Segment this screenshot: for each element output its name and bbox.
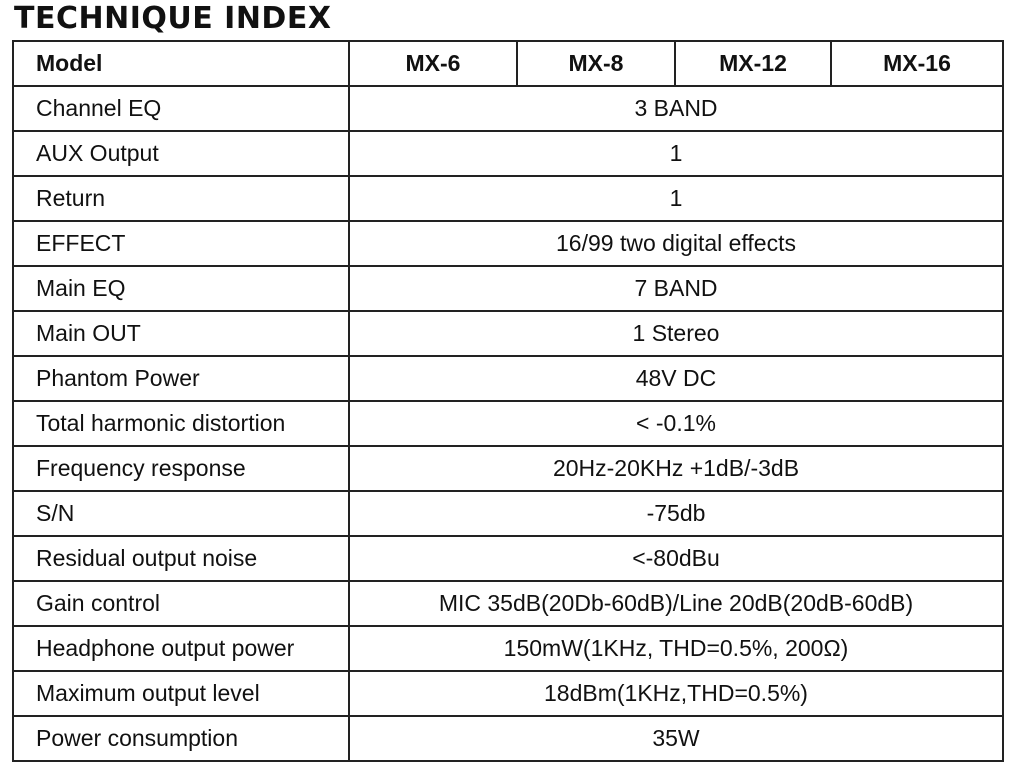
parameter-name: EFFECT (13, 221, 349, 266)
parameter-name: S/N (13, 491, 349, 536)
table-row (13, 311, 1003, 356)
table-row (13, 221, 1003, 266)
parameter-value: 1 (349, 176, 1003, 221)
table-row (13, 716, 1003, 761)
table-row (13, 536, 1003, 581)
table-row (13, 176, 1003, 221)
table-row (13, 401, 1003, 446)
header-row (13, 41, 1003, 86)
parameter-value: 18dBm(1KHz,THD=0.5%) (349, 671, 1003, 716)
model-column-header: MX-16 (831, 41, 1003, 86)
parameter-name: Maximum output level (13, 671, 349, 716)
parameter-name: Residual output noise (13, 536, 349, 581)
parameter-value: -75db (349, 491, 1003, 536)
parameter-name: Phantom Power (13, 356, 349, 401)
table-row (13, 131, 1003, 176)
parameter-name: Main OUT (13, 311, 349, 356)
parameter-name: Total harmonic distortion (13, 401, 349, 446)
parameter-value: MIC 35dB(20Db-60dB)/Line 20dB(20dB-60dB) (349, 581, 1003, 626)
page-title: TECHNIQUE INDEX (14, 1, 332, 36)
parameter-value: 150mW(1KHz, THD=0.5%, 200Ω) (349, 626, 1003, 671)
parameter-name: AUX Output (13, 131, 349, 176)
table-row (13, 446, 1003, 491)
model-column-header: MX-8 (517, 41, 675, 86)
parameter-name: Frequency response (13, 446, 349, 491)
table-row (13, 491, 1003, 536)
parameter-name: Channel EQ (13, 86, 349, 131)
table-row (13, 626, 1003, 671)
parameter-value: <-80dBu (349, 536, 1003, 581)
table-row (13, 266, 1003, 311)
table-row (13, 581, 1003, 626)
parameter-value: 1 Stereo (349, 311, 1003, 356)
parameter-value: < -0.1% (349, 401, 1003, 446)
parameter-value: 7 BAND (349, 266, 1003, 311)
parameter-value: 1 (349, 131, 1003, 176)
parameter-value: 48V DC (349, 356, 1003, 401)
parameter-name: Return (13, 176, 349, 221)
parameter-value: 16/99 two digital effects (349, 221, 1003, 266)
parameter-name: Power consumption (13, 716, 349, 761)
parameter-value: 20Hz-20KHz +1dB/-3dB (349, 446, 1003, 491)
parameter-name: Main EQ (13, 266, 349, 311)
model-column-header: MX-12 (675, 41, 831, 86)
model-header: Model (13, 41, 349, 86)
parameter-name: Gain control (13, 581, 349, 626)
model-column-header: MX-6 (349, 41, 517, 86)
table-row (13, 86, 1003, 131)
parameter-value: 35W (349, 716, 1003, 761)
table-row (13, 356, 1003, 401)
parameter-value: 3 BAND (349, 86, 1003, 131)
table-row (13, 671, 1003, 716)
spec-table (12, 40, 1004, 762)
parameter-name: Headphone output power (13, 626, 349, 671)
